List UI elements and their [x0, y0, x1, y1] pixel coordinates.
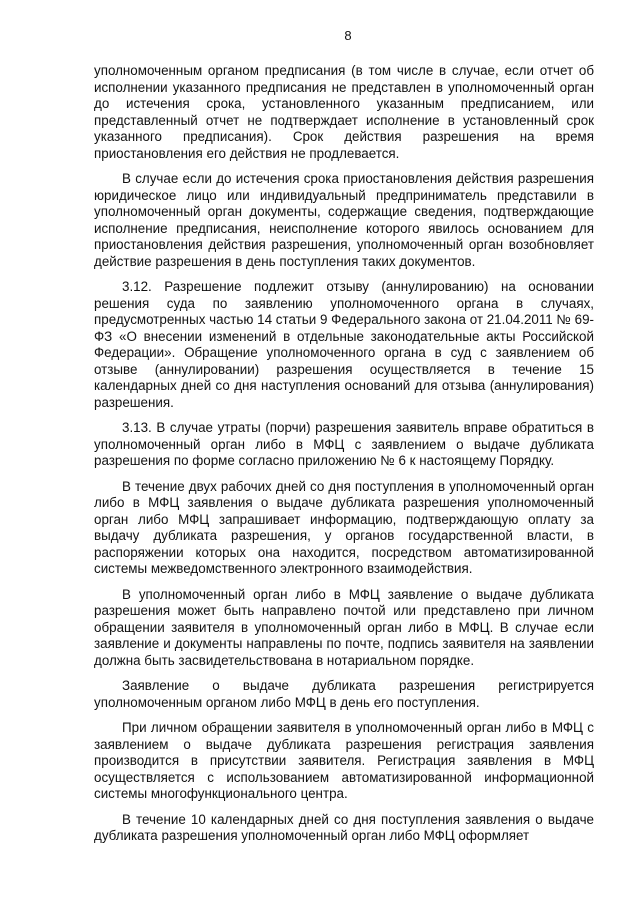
paragraph-mail-submission: В уполномоченный орган либо в МФЦ заявление о выдаче дубликата разрешения может быть направлено почтой или представлено при личном обращении заявителя в уполномоченный орган либо в МФЦ. В случае если заявление и документы направлены по почте, подпись заявителя на заявлении должна быть засвидетельствована в нотариальном порядке.: [94, 586, 594, 668]
page-number: 8: [344, 28, 352, 43]
paragraph-3-12: 3.12. Разрешение подлежит отзыву (аннулированию) на основании решения суда по заявлению уполномоченного органа в случаях, предусмотренных частью 14 статьи 9 Федерального закона от 21.04.2011 № 69-ФЗ «О внесении изменений в отдельные законодательные акты Российской Федерации». Обращение уполномоченного органа в суд с заявлением об отзыве (аннулировании) разрешения осуществляется в течение 15 календарных дней со дня наступления оснований для отзыва (аннулирования) разрешения.: [94, 279, 594, 410]
document-body: [94, 63, 594, 845]
paragraph-suspension-resume: В случае если до истечения срока приостановления действия разрешения юридическое лицо или индивидуальный предприниматель представили в уполномоченный орган документы, содержащие сведения, подтверждающие исполнение предписания, неисполнение которого явилось основанием для приостановления действия разрешения, уполномоченный орган возобновляет действие разрешения в день поступления таких документов.: [94, 171, 594, 269]
paragraph-continuation: уполномоченным органом предписания (в том числе в случае, если отчет об исполнении указанного предписания не представлен в уполномоченный орган до истечения срока, установленного указанным предписанием, или представленный отчет не подтверждает исполнение в установленный срок указанного предписания). Срок действия разрешения на время приостановления его действия не продлевается.: [94, 63, 594, 161]
paragraph-registration: Заявление о выдаче дубликата разрешения регистрируется уполномоченным органом либо МФЦ в день его поступления.: [94, 678, 594, 710]
paragraph-ten-days: В течение 10 календарных дней со дня поступления заявления о выдаче дубликата разрешения уполномоченный орган либо МФЦ оформляет: [94, 811, 594, 843]
paragraph-personal-visit: При личном обращении заявителя в уполномоченный орган либо в МФЦ с заявлением о выдаче дубликата разрешения регистрация заявления производится в присутствии заявителя. Регистрация заявления в МФЦ осуществляется с использованием автоматизированной информационной системы многофункционального центра.: [94, 720, 594, 801]
paragraph-3-13: 3.13. В случае утраты (порчи) разрешения заявитель вправе обратиться в уполномоченный орган либо в МФЦ с заявлением о выдаче дубликата разрешения по форме согласно приложению № 6 к настоящему Порядку.: [94, 420, 594, 468]
paragraph-two-working-days: В течение двух рабочих дней со дня поступления в уполномоченный орган либо в МФЦ заявления о выдаче дубликата разрешения уполномоченный орган либо МФЦ запрашивает информацию, подтверждающую оплату за выдачу дубликата разрешения, у органов государственной власти, в распоряжении которых она находится, посредством автоматизированной системы межведомственного электронного взаимодействия.: [94, 478, 594, 576]
